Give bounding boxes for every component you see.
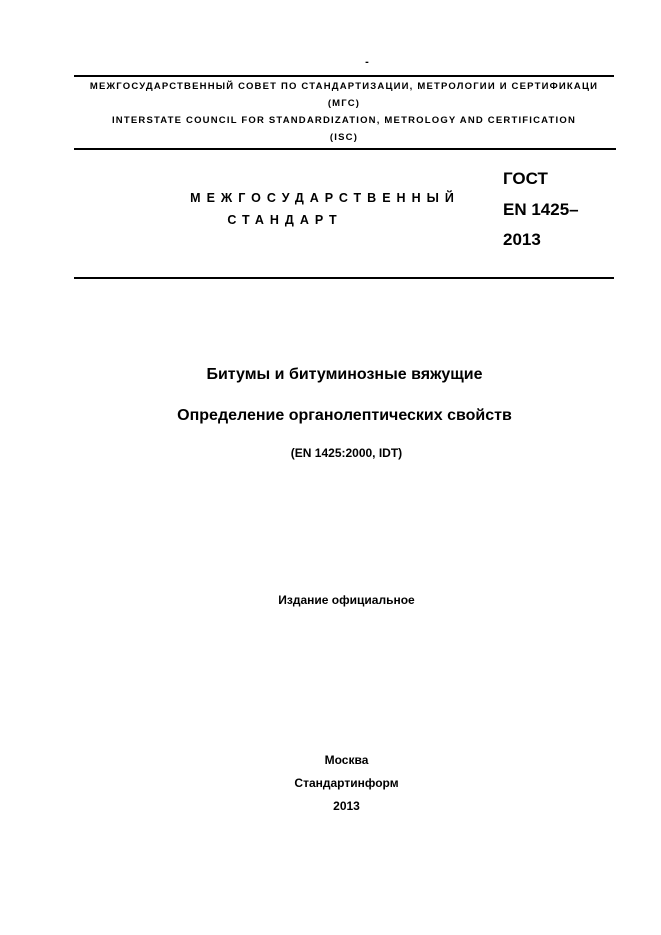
imprint-year: 2013	[333, 799, 360, 813]
council-name-en: INTERSTATE COUNCIL FOR STANDARDIZATION, METROLOGY AND CERTIFICATION	[111, 115, 577, 126]
document-subtitle: Определение органолептических свойств	[177, 407, 512, 424]
imprint-city: Москва	[324, 753, 369, 767]
document-title: Битумы и битуминозные вяжущие	[206, 366, 483, 383]
header-bottom-rule	[74, 277, 614, 279]
top-dash-mark: -	[365, 56, 369, 68]
header-top-rule	[74, 75, 614, 77]
council-abbr-ru: (МГС)	[327, 98, 361, 109]
standard-type-line2: СТАНДАРТ	[227, 213, 343, 227]
council-name-ru: МЕЖГОСУДАРСТВЕННЫЙ СОВЕТ ПО СТАНДАРТИЗАЦИИ, МЕТРОЛОГИИ И СЕРТИФИКАЦИ	[89, 81, 599, 92]
imprint-publisher: Стандартинформ	[294, 776, 399, 790]
edition-label: Издание официальное	[278, 593, 415, 607]
document-reference: (EN 1425:2000, IDT)	[290, 446, 403, 460]
gost-code-line3: 2013	[503, 230, 541, 249]
header-middle-rule	[74, 148, 616, 150]
gost-code-line2: EN 1425–	[503, 200, 579, 219]
gost-code-line1: ГОСТ	[503, 169, 548, 188]
council-abbr-en: (ISC)	[329, 132, 359, 143]
standard-type-line1: МЕЖГОСУДАРСТВЕННЫЙ	[190, 191, 460, 205]
